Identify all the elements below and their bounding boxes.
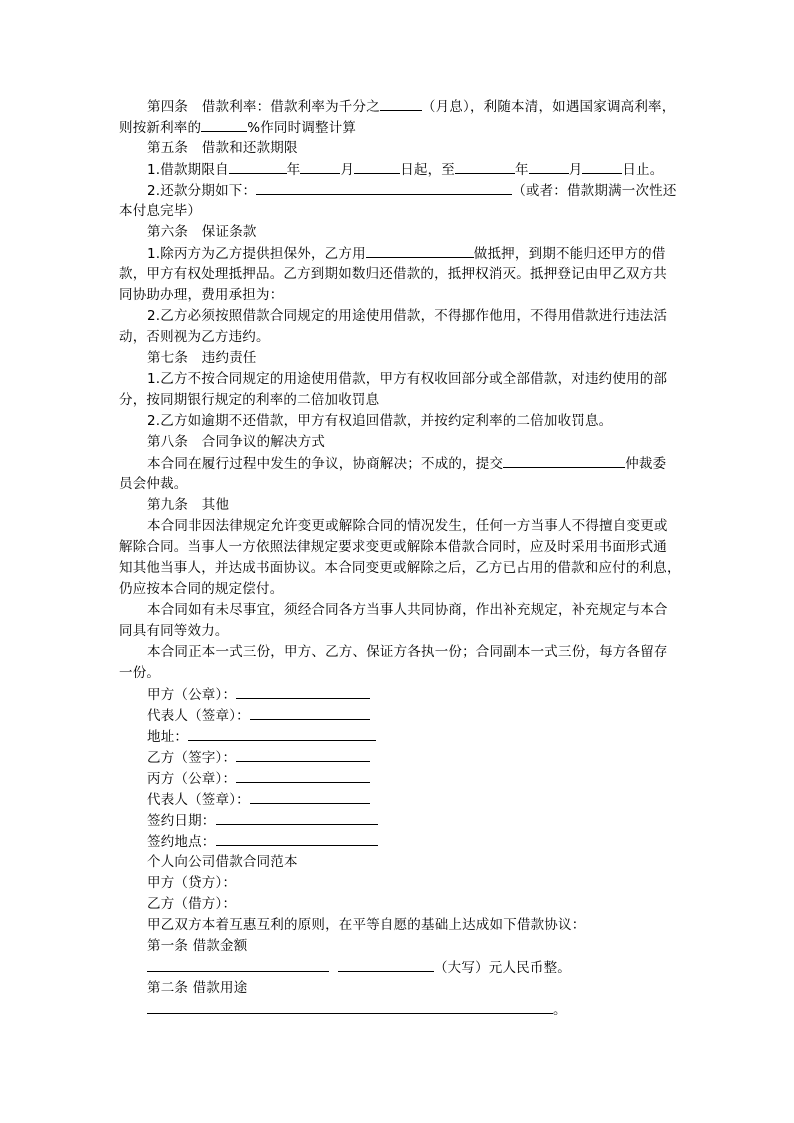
text: 2.还款分期如下：: [147, 183, 257, 199]
sign-place: [147, 831, 679, 853]
blank-field[interactable]: [582, 159, 622, 174]
text: 日起，至: [400, 162, 455, 178]
article-8-title: 第八条 合同争议的解决方式: [147, 434, 326, 450]
text: %作同时调整计算: [247, 120, 357, 136]
text: （或者：借款期满一次性还: [512, 183, 677, 199]
text: 丙方（公章）：: [147, 771, 237, 787]
article-6-line1: [147, 243, 679, 265]
signature-field[interactable]: [236, 747, 370, 762]
contract-2-intro: 甲乙双方本着互惠互利的原则，在平等自愿的基础上达成如下借款协议：: [147, 917, 586, 933]
text: 日止。: [622, 162, 664, 178]
article-7-title: 第七条 违约责任: [147, 350, 257, 366]
signature-field[interactable]: [216, 810, 378, 825]
signature-field[interactable]: [188, 726, 376, 741]
signature-field[interactable]: [236, 768, 370, 783]
article-9-p1-l3: 知其他当事人，并达成书面协议。本合同变更或解除之后，乙方已占用的借款和应付的利息，: [119, 560, 681, 576]
sign-party-b: [147, 747, 679, 769]
contract-2-article-2: 第二条 借款用途: [147, 980, 248, 996]
text: 月: [340, 162, 355, 178]
article-5-title: 第五条 借款和还款期限: [147, 140, 298, 156]
article-8-line1: [147, 453, 679, 475]
blank-field[interactable]: [529, 159, 569, 174]
article-5-line1: [147, 159, 679, 181]
article-9-p1-l1: 本合同非因法律规定允许变更或解除合同的情况发生，任何一方当事人不得擅自变更或: [147, 518, 668, 534]
contract-2-lender: 甲方（贷方）：: [147, 875, 237, 891]
article-4-line2: [119, 117, 679, 139]
article-9-p2-l2: 同具有同等效力。: [119, 623, 229, 639]
text: 签约日期：: [147, 813, 216, 829]
text: 年: [286, 162, 301, 178]
blank-field[interactable]: [354, 159, 400, 174]
text: 代表人（签章）：: [147, 792, 250, 808]
sign-rep-2: [147, 789, 679, 811]
blank-field[interactable]: [366, 243, 474, 258]
blank-field[interactable]: [300, 159, 340, 174]
text: 。: [553, 1002, 567, 1018]
article-9-p3-l2: 一份。: [119, 665, 161, 681]
article-6-line4: 2.乙方必须按照借款合同规定的用途使用借款，不得挪作他用，不得用借款进行违法活: [147, 308, 668, 324]
sign-party-a: [147, 684, 679, 706]
signature-field[interactable]: [216, 831, 378, 846]
text: 签约地点：: [147, 834, 216, 850]
amount-field[interactable]: [147, 957, 329, 972]
blank-field[interactable]: [455, 159, 515, 174]
article-9-p2-l1: 本合同如有未尽事宜，须经合同各方当事人共同协商，作出补充规定，补充规定与本合: [147, 602, 668, 618]
article-6-title: 第六条 保证条款: [147, 224, 257, 240]
signature-field[interactable]: [250, 789, 370, 804]
sign-rep-1: [147, 705, 679, 727]
text: 地址：: [147, 729, 189, 745]
article-8-line2: 员会仲裁。: [119, 476, 188, 492]
text: 则按新利率的: [119, 120, 202, 136]
article-5-line3: 本付息完毕）: [119, 203, 202, 219]
contract-2-title: 个人向公司借款合同范本: [147, 854, 298, 870]
article-7-line2: 分，按同期银行规定的利率的二倍加收罚息: [119, 392, 380, 408]
text: 年: [515, 162, 529, 178]
text: 仲裁委: [625, 456, 667, 472]
text: 做抵押，到期不能归还甲方的借: [473, 246, 666, 262]
blank-field[interactable]: [503, 453, 625, 468]
article-6-line2: 款，甲方有权处理抵押品。乙方到期如数归还借款的，抵押权消灭。抵押登记由甲乙双方共: [119, 266, 667, 282]
blank-field[interactable]: [201, 117, 247, 132]
text: （大写）元人民币整。: [433, 960, 571, 976]
blank-field[interactable]: [229, 159, 287, 174]
sign-address: [147, 726, 679, 748]
article-7-line3: 2.乙方如逾期不还借款，甲方有权追回借款，并按约定利率的二倍加收罚息。: [147, 413, 613, 429]
sign-date: [147, 810, 679, 832]
contract-2-purpose-line: [147, 999, 679, 1021]
sign-party-c: [147, 768, 679, 790]
text: 第四条 借款利率：借款利率为千分之: [147, 99, 380, 115]
contract-2-amount-line: [147, 957, 679, 979]
purpose-field[interactable]: [147, 999, 553, 1014]
amount-words-field[interactable]: [338, 957, 434, 972]
contract-2-article-1: 第一条 借款金额: [147, 938, 248, 954]
article-6-line5: 动，否则视为乙方违约。: [119, 329, 270, 345]
text: 1.除丙方为乙方提供担保外，乙方用: [147, 246, 366, 262]
signature-field[interactable]: [250, 705, 370, 720]
article-5-line2: [147, 180, 679, 202]
text: 乙方（签字）：: [147, 750, 237, 766]
text: 月: [568, 162, 583, 178]
article-9-p3-l1: 本合同正本一式三份，甲方、乙方、保证方各执一份；合同副本一式三份，每方各留存: [147, 644, 668, 660]
text: （月息），利随本清，如遇国家调高利率，: [421, 99, 676, 115]
article-9-p1-l2: 解除合同。当事人一方依照法律规定要求变更或解除本借款合同时，应及时采用书面形式通: [119, 539, 667, 555]
contract-2-borrower: 乙方（借方）：: [147, 896, 237, 912]
article-7-line1: 1.乙方不按合同规定的用途使用借款，甲方有权收回部分或全部借款，对违约使用的部: [147, 371, 668, 387]
article-4-line1: [147, 96, 679, 118]
text: 本合同在履行过程中发生的争议，协商解决；不成的，提交: [147, 456, 504, 472]
text: 代表人（签章）：: [147, 708, 250, 724]
article-9-title: 第九条 其他: [147, 497, 230, 513]
blank-field[interactable]: [380, 96, 422, 111]
blank-field[interactable]: [256, 180, 512, 195]
article-6-line3: 同协助办理，费用承担为：: [119, 287, 284, 303]
text: 甲方（公章）：: [147, 687, 237, 703]
signature-field[interactable]: [236, 684, 370, 699]
article-9-p1-l4: 仍应按本合同的规定偿付。: [119, 581, 284, 597]
text: 1.借款期限自: [147, 162, 229, 178]
